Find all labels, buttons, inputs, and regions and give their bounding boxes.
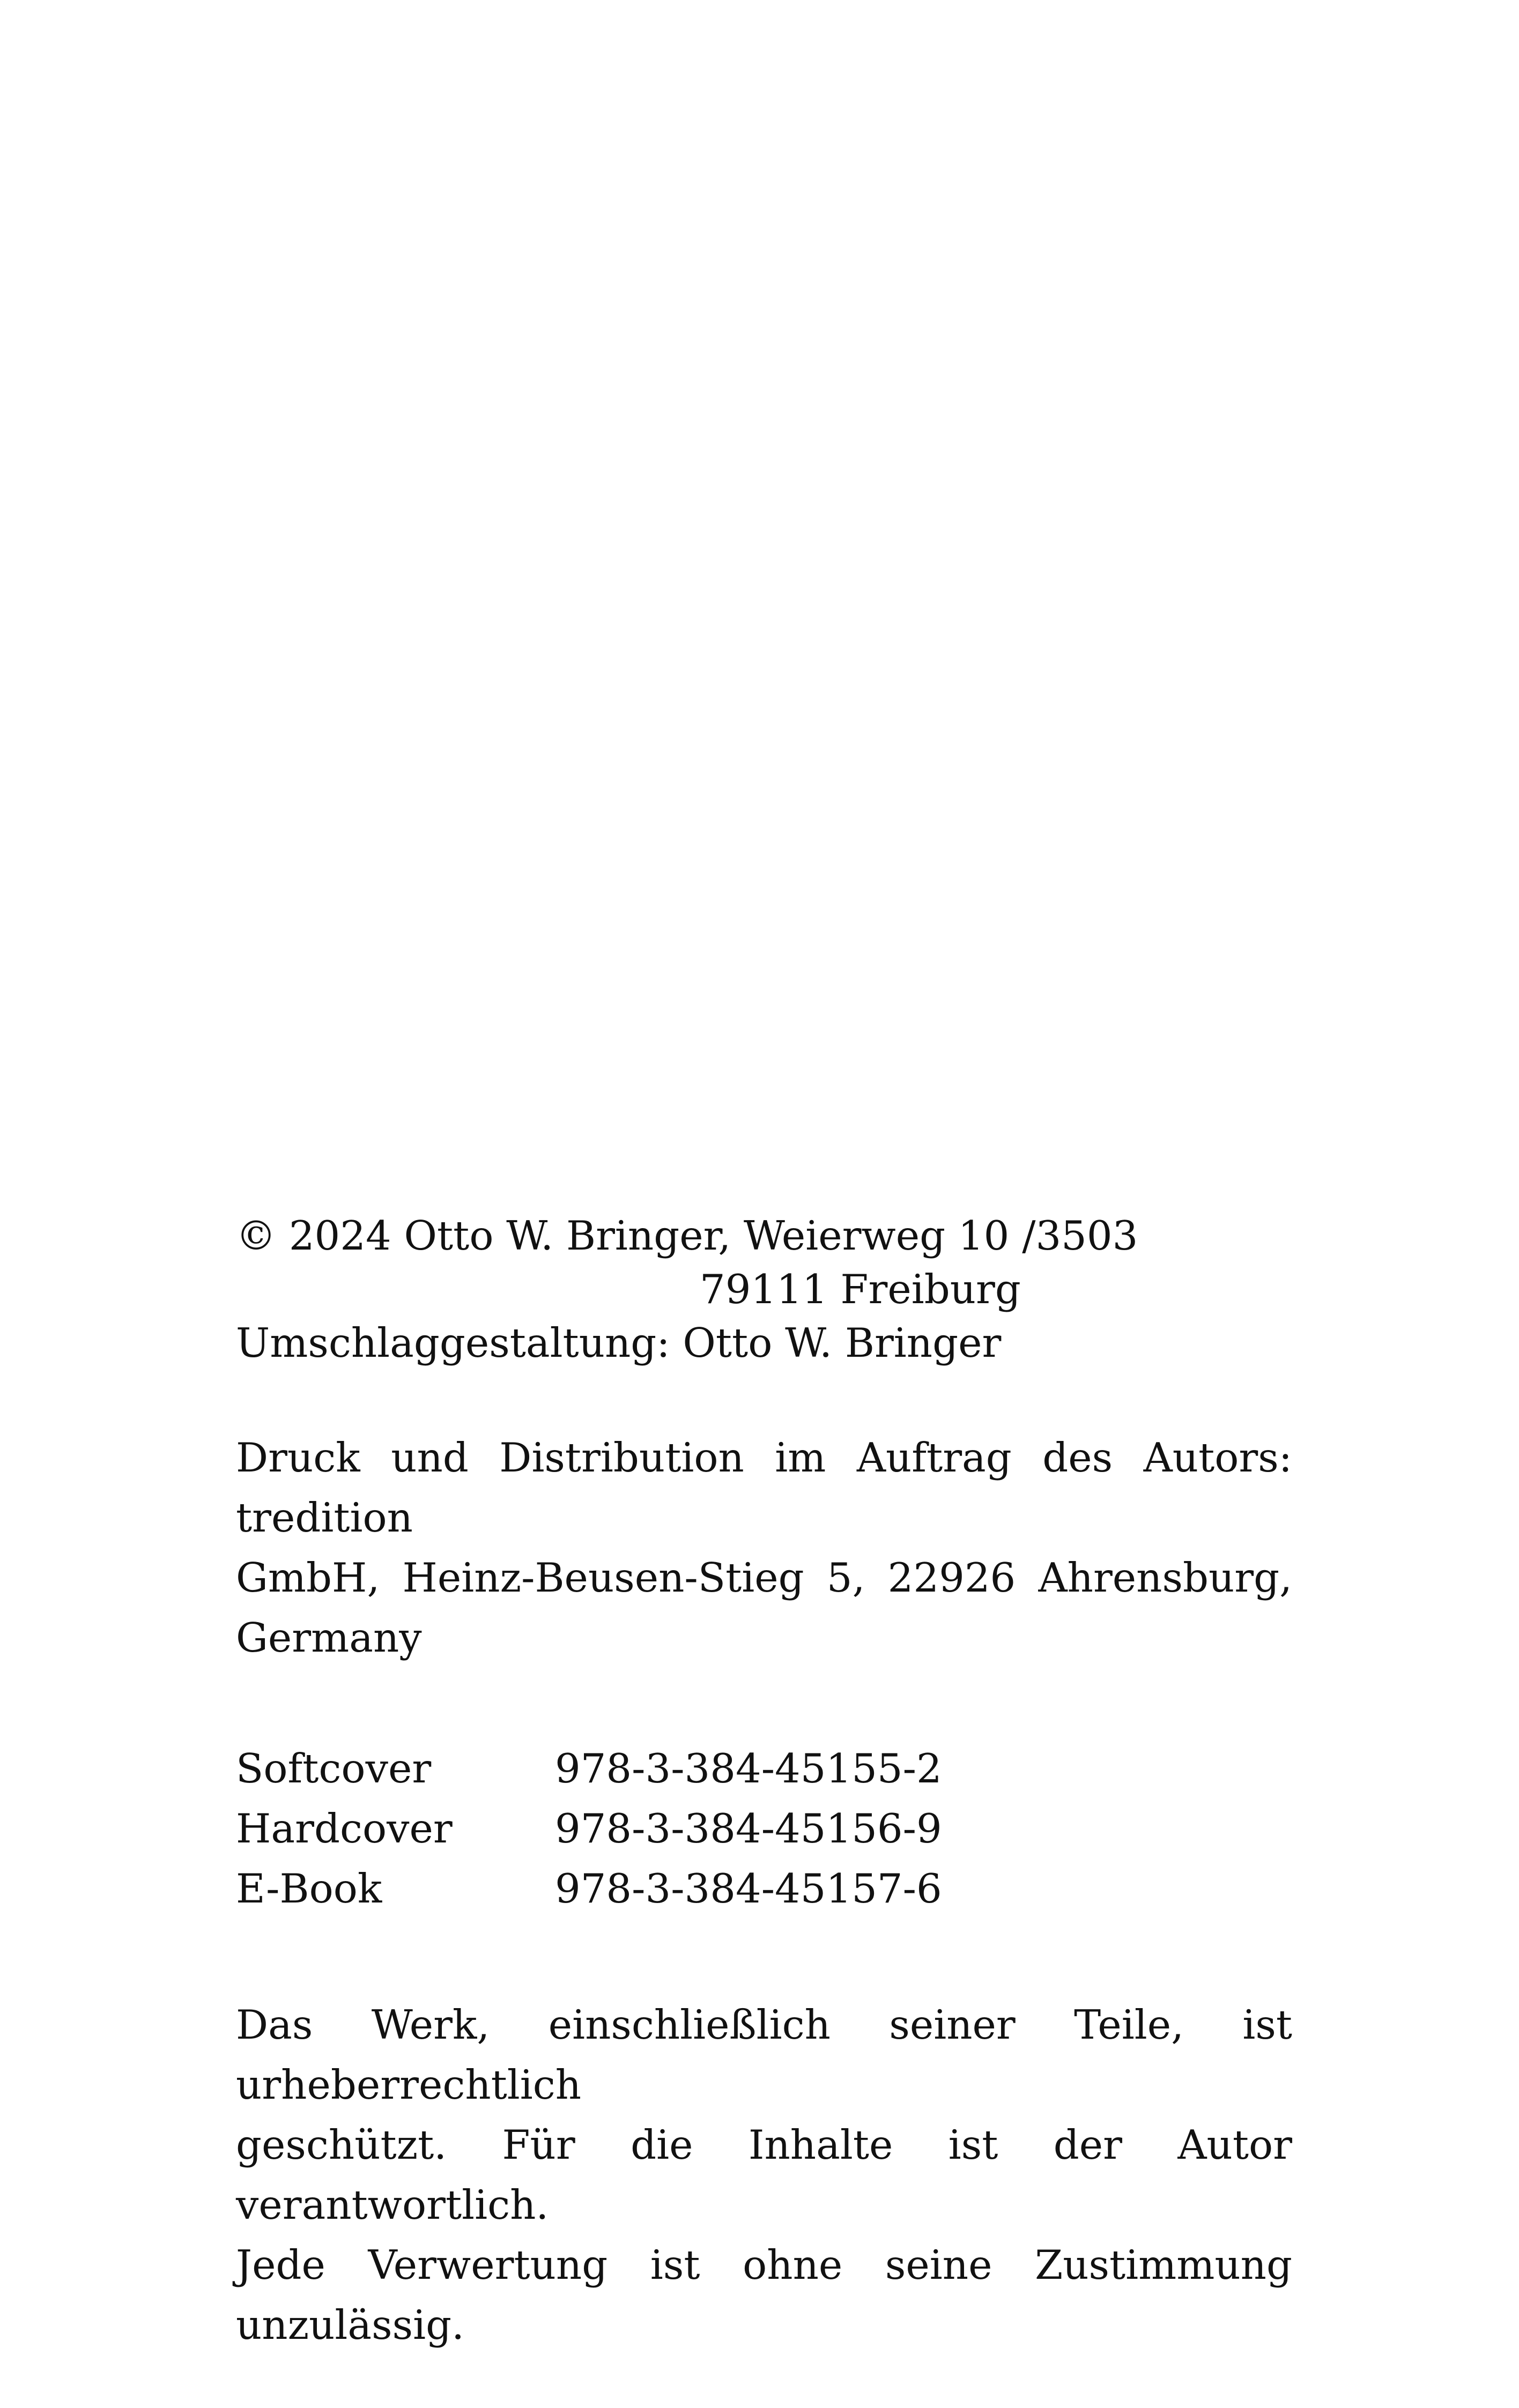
isbn-row-ebook	[236, 1859, 1292, 1919]
isbn-number: 978-3-384-45155-2	[555, 1745, 942, 1792]
isbn-list	[236, 1738, 1292, 1919]
rights-notice	[236, 1995, 1292, 2355]
isbn-row-hardcover	[236, 1798, 1292, 1859]
rights-line-3: Jede Verwertung ist ohne seine Zustimmung unzulässig.	[236, 2241, 1292, 2348]
copyright-section	[236, 1209, 1292, 1370]
isbn-row-softcover	[236, 1738, 1292, 1798]
cover-design-line: Umschlaggestaltung: Otto W. Bringer	[236, 1319, 1002, 1366]
copyright-line: © 2024 Otto W. Bringer, Weierweg 10 /3503	[236, 1212, 1138, 1259]
isbn-format: Softcover	[236, 1745, 432, 1792]
imprint-block	[236, 1209, 1292, 2355]
distribution-line-2: GmbH, Heinz-Beusen-Stieg 5, 22926 Ahrensburg,	[236, 1554, 1292, 1601]
isbn-format: Hardcover	[236, 1805, 453, 1852]
isbn-format: E-Book	[236, 1865, 382, 1912]
rights-line-1: Das Werk, einschließlich seiner Teile, ist urheberrechtlich	[236, 2001, 1292, 2108]
distribution-section	[236, 1428, 1292, 1668]
copyright-city-line: 79111 Freiburg	[700, 1266, 1021, 1313]
distribution-line-1: Druck und Distribution im Auftrag des Autors: tredition	[236, 1434, 1292, 1541]
isbn-number: 978-3-384-45156-9	[555, 1805, 942, 1852]
rights-line-2: geschützt. Für die Inhalte ist der Autor verantwortlich.	[236, 2121, 1292, 2228]
isbn-number: 978-3-384-45157-6	[555, 1865, 942, 1912]
distribution-line-3: Germany	[236, 1614, 422, 1661]
